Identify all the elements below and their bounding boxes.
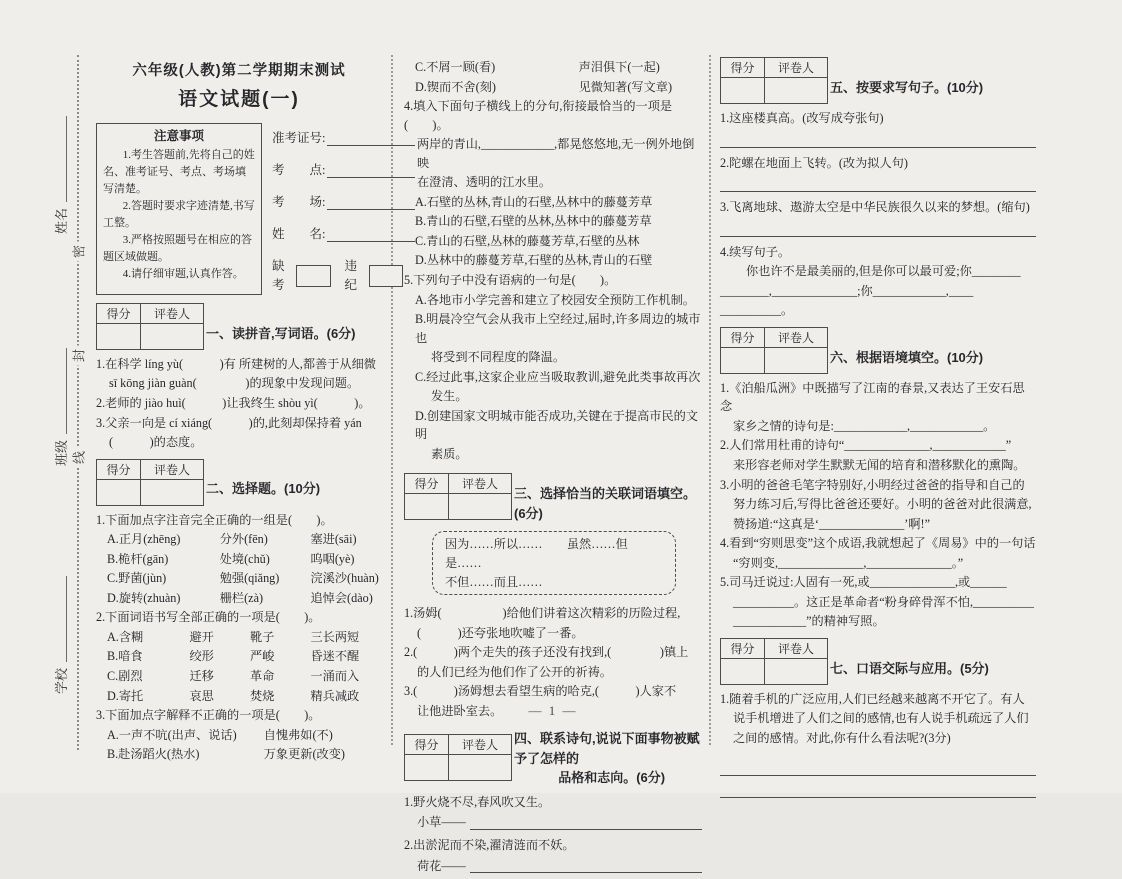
absent-box <box>296 265 330 287</box>
fold-field-school-line <box>66 576 67 662</box>
option-row <box>96 628 382 647</box>
question-line: ____________”的精神写照。 <box>733 614 885 629</box>
question-line: 2.陀螺在地面上飞转。(改为拟人句) <box>720 155 908 170</box>
section7-title: 七、口语交际与应用。(5分) <box>830 660 989 676</box>
option: 自愧弗如(不) <box>263 727 333 742</box>
page-number: — 1 — <box>528 703 578 718</box>
option: 将受到不同程度的降温。 <box>431 350 566 365</box>
section5-head <box>720 57 1036 104</box>
option: A.一声不吭(出声、说话) <box>107 727 237 742</box>
question-line: 1.野火烧不尽,春风吹又生。 <box>404 794 551 809</box>
notice-item: 3.严格按照题号在相应的答题区域做题。 <box>103 234 253 264</box>
question-line: 1.随着手机的广泛应用,人们已经越来越离不开它了。有人 <box>720 691 1025 706</box>
section6-title: 六、根据语境填空。(10分) <box>830 349 984 365</box>
candidate-info <box>272 123 417 295</box>
question-line: 之间的感情。对此,你有什么看法呢?(3分) <box>733 731 951 746</box>
grader-label: 评卷人 <box>449 735 511 755</box>
question-line: 3.下面加点字解释不正确的一项是( )。 <box>96 708 321 723</box>
answer-line <box>720 132 1036 148</box>
field-name <box>272 225 417 244</box>
option: 哀思 <box>189 688 214 703</box>
option: 焚烧 <box>250 688 275 703</box>
option-row <box>96 745 382 764</box>
answer-lead-row <box>404 813 702 832</box>
section6-head <box>720 327 1036 374</box>
option: 严峻 <box>250 649 275 664</box>
score-cell-empty <box>721 348 765 373</box>
option: 勉强(qiǎng) <box>219 571 280 586</box>
option: D.锲而不舍(刻) <box>415 79 496 94</box>
option: 靴子 <box>250 629 275 644</box>
question-line: 你也许不是最美丽的,但是你可以最可爱;你________ <box>746 264 1021 279</box>
option: B.明晨冷空气会从我市上空经过,届时,许多周边的城市也 <box>415 312 701 345</box>
question-line: 2.出淤泥而不染,濯清涟而不妖。 <box>404 838 575 852</box>
score-label: 得分 <box>721 639 765 659</box>
question-line: 4.填入下面句子横线上的分句,衔接最恰当的一项是( )。 <box>404 99 673 132</box>
absent-violation-row <box>272 257 417 295</box>
question-line: 1.《泊船瓜洲》中既描写了江南的春景,又表达了王安石思念 <box>720 380 1025 414</box>
question-line: 3.小明的爸爸毛笔字特别好,小明经过爸爸的指导和自己的 <box>720 477 1025 492</box>
grader-cell-empty <box>765 659 827 684</box>
option: C.剧烈 <box>107 669 143 684</box>
option: 声泪俱下(一起) <box>578 60 660 74</box>
column-separator <box>709 55 711 745</box>
option: 塞进(sāi) <box>310 532 357 547</box>
option-row <box>96 687 382 706</box>
notice-info-row <box>96 123 382 295</box>
option: 处境(chǔ) <box>219 551 270 566</box>
question-line: 4.看到“穷则思变”这个成语,我就想起了《周易》中的一句话 <box>720 536 1036 551</box>
fold-field-class-line <box>66 348 67 434</box>
paper-title: 语文试题(一) <box>178 89 300 111</box>
option: 发生。 <box>431 389 468 404</box>
answer-line <box>720 221 1036 237</box>
answer-lead-row <box>404 857 702 876</box>
option: C.青山的石壁,丛林的藤蔓芳草,石壁的丛林 <box>415 233 640 248</box>
option-row <box>96 530 382 549</box>
seal-char-mi: 密 <box>67 242 90 262</box>
grader-cell-empty <box>765 348 827 373</box>
column-right <box>720 57 1036 804</box>
exam-title: 六年级(人教)第二学期期末测试 <box>132 63 346 79</box>
field-exam-room <box>272 193 417 212</box>
field-admission-number-line <box>327 133 415 146</box>
question-line: ( )还夸张地吹嘘了一番。 <box>417 625 584 640</box>
option: 革命 <box>250 669 275 684</box>
score-table <box>720 57 828 104</box>
option: 素质。 <box>431 446 468 461</box>
question-line: 来形容老师对学生默默无闻的培育和潜移默化的熏陶。 <box>733 458 1026 473</box>
question-line: 3.飞离地球、遨游太空是中华民族很久以来的梦想。(缩句) <box>720 200 1030 215</box>
option: B.青山的石壁,石壁的丛林,丛林中的藤蔓芳草 <box>415 214 652 229</box>
answer-line <box>720 760 1036 776</box>
question-line: 两岸的青山,____________,都晃悠悠地,无一例外地倒映 <box>417 137 695 170</box>
score-cell-empty <box>405 755 449 780</box>
score-table <box>720 638 828 685</box>
question-line: 让他进卧室去。 <box>417 703 503 718</box>
question-line: 4.续写句子。 <box>720 244 791 259</box>
score-cell-empty <box>97 480 141 505</box>
violation-box <box>369 265 403 287</box>
notice-title: 注意事项 <box>153 128 204 143</box>
section3-title: 三、选择恰当的关联词语填空。(6分) <box>514 486 697 521</box>
field-admission-number <box>272 129 417 148</box>
grader-cell-empty <box>141 324 203 349</box>
option-row <box>96 647 382 666</box>
field-exam-room-label: 考 场: <box>272 194 326 209</box>
question-line: 家乡之情的诗句是:____________,____________。 <box>733 418 996 433</box>
option-row <box>404 78 702 97</box>
answer-lead: 荷花—— <box>417 858 466 873</box>
question-line: 1.下面加点字注音完全正确的一组是( )。 <box>96 512 333 527</box>
score-cell-empty <box>97 324 141 349</box>
answer-lead: 小草—— <box>417 815 466 830</box>
question-line: 3.父亲一向是 cí xiáng( )的,此刻却保持着 yán <box>96 415 362 430</box>
option: 追悼会(dào) <box>310 590 373 605</box>
fold-field-name-line <box>66 116 67 202</box>
option: C.不屑一顾(看) <box>415 60 496 74</box>
score-table <box>96 459 204 506</box>
option: C.经过此事,这家企业应当吸取教训,避免此类事故再次 <box>415 369 701 384</box>
grader-cell-empty <box>141 480 203 505</box>
option: 三长两短 <box>310 629 360 644</box>
question-line: __________。这正是革命者“粉身碎骨浑不怕,__________ <box>733 594 1034 609</box>
score-label: 得分 <box>97 460 141 480</box>
option-row <box>96 569 382 588</box>
grader-cell-empty <box>449 755 511 780</box>
score-cell-empty <box>405 494 449 519</box>
option: D.丛林中的藤蔓芳草,石壁的丛林,青山的石壁 <box>415 253 653 268</box>
column-middle <box>404 57 702 879</box>
section5-title: 五、按要求写句子。(10分) <box>830 79 984 95</box>
option: D.旋转(zhuàn) <box>107 590 181 605</box>
grader-label: 评卷人 <box>141 304 203 324</box>
question-line: 2.( )两个走失的孩子还没有找到,( )镇上 <box>404 645 689 660</box>
option: 绞形 <box>189 649 214 664</box>
question-line: 5.下列句子中没有语病的一句是( )。 <box>404 273 617 288</box>
option: 见微知著(写文章) <box>578 79 673 94</box>
fold-field-class-label: 班级 <box>54 439 69 466</box>
fold-field-name-label: 姓名 <box>54 207 69 234</box>
field-exam-room-line <box>327 197 415 210</box>
question-line: 1.这座楼真高。(改写成夸张句) <box>720 111 884 125</box>
column-left <box>96 60 382 765</box>
option: 呜咽(yè) <box>310 551 355 566</box>
section1-head <box>96 303 382 350</box>
grader-label: 评卷人 <box>141 460 203 480</box>
question-line: __________。 <box>720 303 794 318</box>
option: C.野菌(jùn) <box>107 571 167 586</box>
violation-label: 违纪 <box>344 258 358 292</box>
question-line: 3.( )汤姆想去看望生病的哈克,( )人家不 <box>404 684 677 699</box>
option: A.含糊 <box>107 629 144 644</box>
score-table <box>404 734 512 781</box>
question-line: ________,______________;你____________,____ <box>720 283 974 298</box>
field-exam-site-line <box>327 165 415 178</box>
field-name-line <box>327 229 415 242</box>
option: 一涌而入 <box>310 669 360 684</box>
option: A.各地市小学完善和建立了校园安全预防工作机制。 <box>415 292 695 307</box>
option-row <box>96 726 382 745</box>
grader-label: 评卷人 <box>765 328 827 348</box>
question-line: 2.下面词语书写全部正确的一项是( )。 <box>96 610 321 625</box>
notice-item: 1.考生答题前,先将自己的姓名、准考证号、考点、考场填写清楚。 <box>103 148 255 195</box>
grader-label: 评卷人 <box>765 58 827 78</box>
field-exam-site-label: 考 点: <box>272 162 326 177</box>
absent-label: 缺考 <box>272 258 285 292</box>
option: D.寄托 <box>107 688 144 703</box>
field-name-label: 姓 名: <box>272 226 326 241</box>
fold-field-school-label: 学校 <box>54 667 69 694</box>
question-line: 2.人们常用杜甫的诗句“______________,____________” <box>720 438 1012 453</box>
question-line: 1.汤姆( )给他们讲着这次精彩的历险过程, <box>404 606 681 621</box>
notice-box <box>96 123 262 295</box>
option: B.赴汤蹈火(热水) <box>107 747 200 762</box>
grader-label: 评卷人 <box>765 639 827 659</box>
fold-field-school <box>52 524 70 694</box>
option: D.创建国家文明城市能否成功,关键在于提高市民的文明 <box>415 408 699 442</box>
score-table <box>96 303 204 350</box>
grader-cell-empty <box>765 78 827 103</box>
section2-title: 二、选择题。(10分) <box>206 481 321 497</box>
option: B.桅杆(gān) <box>107 551 169 566</box>
answer-line <box>720 782 1036 798</box>
option-row <box>404 58 702 77</box>
option-row <box>96 550 382 569</box>
question-line: 的人们已经为他们作了公开的祈祷。 <box>417 664 612 679</box>
option: A.石壁的丛林,青山的石壁,丛林中的藤蔓芳草 <box>415 194 653 209</box>
score-cell-empty <box>721 659 765 684</box>
seal-char-xian: 线 <box>67 448 90 468</box>
answer-line <box>470 860 702 873</box>
section4-title-line2: 品格和志向。(6分) <box>558 770 666 786</box>
conjunction-word-bank <box>432 531 676 595</box>
option: B.喑食 <box>107 649 143 664</box>
score-label: 得分 <box>97 304 141 324</box>
question-line: 2.老师的 jiào huì( )让我终生 shòu yì( )。 <box>96 396 371 410</box>
option: 避开 <box>189 629 214 644</box>
grader-label: 评卷人 <box>449 474 511 494</box>
score-label: 得分 <box>721 58 765 78</box>
option-row <box>96 667 382 686</box>
option: 精兵减政 <box>310 688 360 703</box>
question-line: 说手机增进了人们之间的感情,也有人说手机疏远了人们 <box>733 711 1029 726</box>
option: 万象更新(改变) <box>263 747 345 762</box>
option: 迁移 <box>189 669 214 684</box>
section4-title <box>514 729 702 788</box>
option: 栅栏(zà) <box>219 590 264 605</box>
section7-head <box>720 638 1036 685</box>
question-line: “穷则变,______________,______________。” <box>733 555 964 570</box>
section4-head <box>404 727 702 788</box>
seal-char-feng: 封 <box>67 346 90 366</box>
answer-line <box>720 176 1036 192</box>
field-admission-number-label: 准考证号: <box>272 130 326 145</box>
question-line: 1.在科学 líng yù( )有 所建树的人,都善于从细微 <box>96 356 376 371</box>
option: 昏迷不醒 <box>310 649 360 664</box>
score-label: 得分 <box>405 735 449 755</box>
section4-title-line1: 四、联系诗句,说说下面事物被赋予了怎样的 <box>514 731 700 766</box>
score-table <box>404 473 512 520</box>
field-exam-site <box>272 161 417 180</box>
question-line: 赞扬道:“这真是‘______________’啊!” <box>733 516 931 531</box>
section2-head <box>96 459 382 506</box>
question-line: 5.司马迁说过:人固有一死,或______________,或______ <box>720 575 1007 590</box>
option: A.正月(zhēng) <box>107 532 181 547</box>
option: 分外(fēn) <box>219 532 268 547</box>
score-label: 得分 <box>405 474 449 494</box>
question-line: 在澄清、透明的江水里。 <box>417 175 552 190</box>
fold-field-name <box>52 64 70 234</box>
score-label: 得分 <box>721 328 765 348</box>
word-bank-line: 不但……而且…… <box>445 574 543 589</box>
option: 浣溪沙(huàn) <box>310 571 379 586</box>
question-line: ( )的态度。 <box>109 435 203 450</box>
notice-item: 2.答题时要求字迹清楚,书写工整。 <box>103 200 255 230</box>
option-row <box>96 589 382 608</box>
notice-item: 4.请仔细审题,认真作答。 <box>122 268 244 281</box>
section1-title: 一、读拼音,写词语。(6分) <box>206 325 356 341</box>
section3-head <box>404 470 702 523</box>
seal-dotted-line <box>77 55 79 750</box>
word-bank-line: 因为……所以…… 虽然……但是…… <box>445 537 628 571</box>
question-line: sī kōng jiàn guàn( )的现象中发现问题。 <box>109 376 360 391</box>
question-line: 努力练习后,写得比爸爸还要好。小明的爸爸对此很满意, <box>733 497 1032 512</box>
score-table <box>720 327 828 374</box>
score-cell-empty <box>721 78 765 103</box>
answer-line <box>470 817 702 830</box>
grader-cell-empty <box>449 494 511 519</box>
fold-field-class <box>52 296 70 466</box>
